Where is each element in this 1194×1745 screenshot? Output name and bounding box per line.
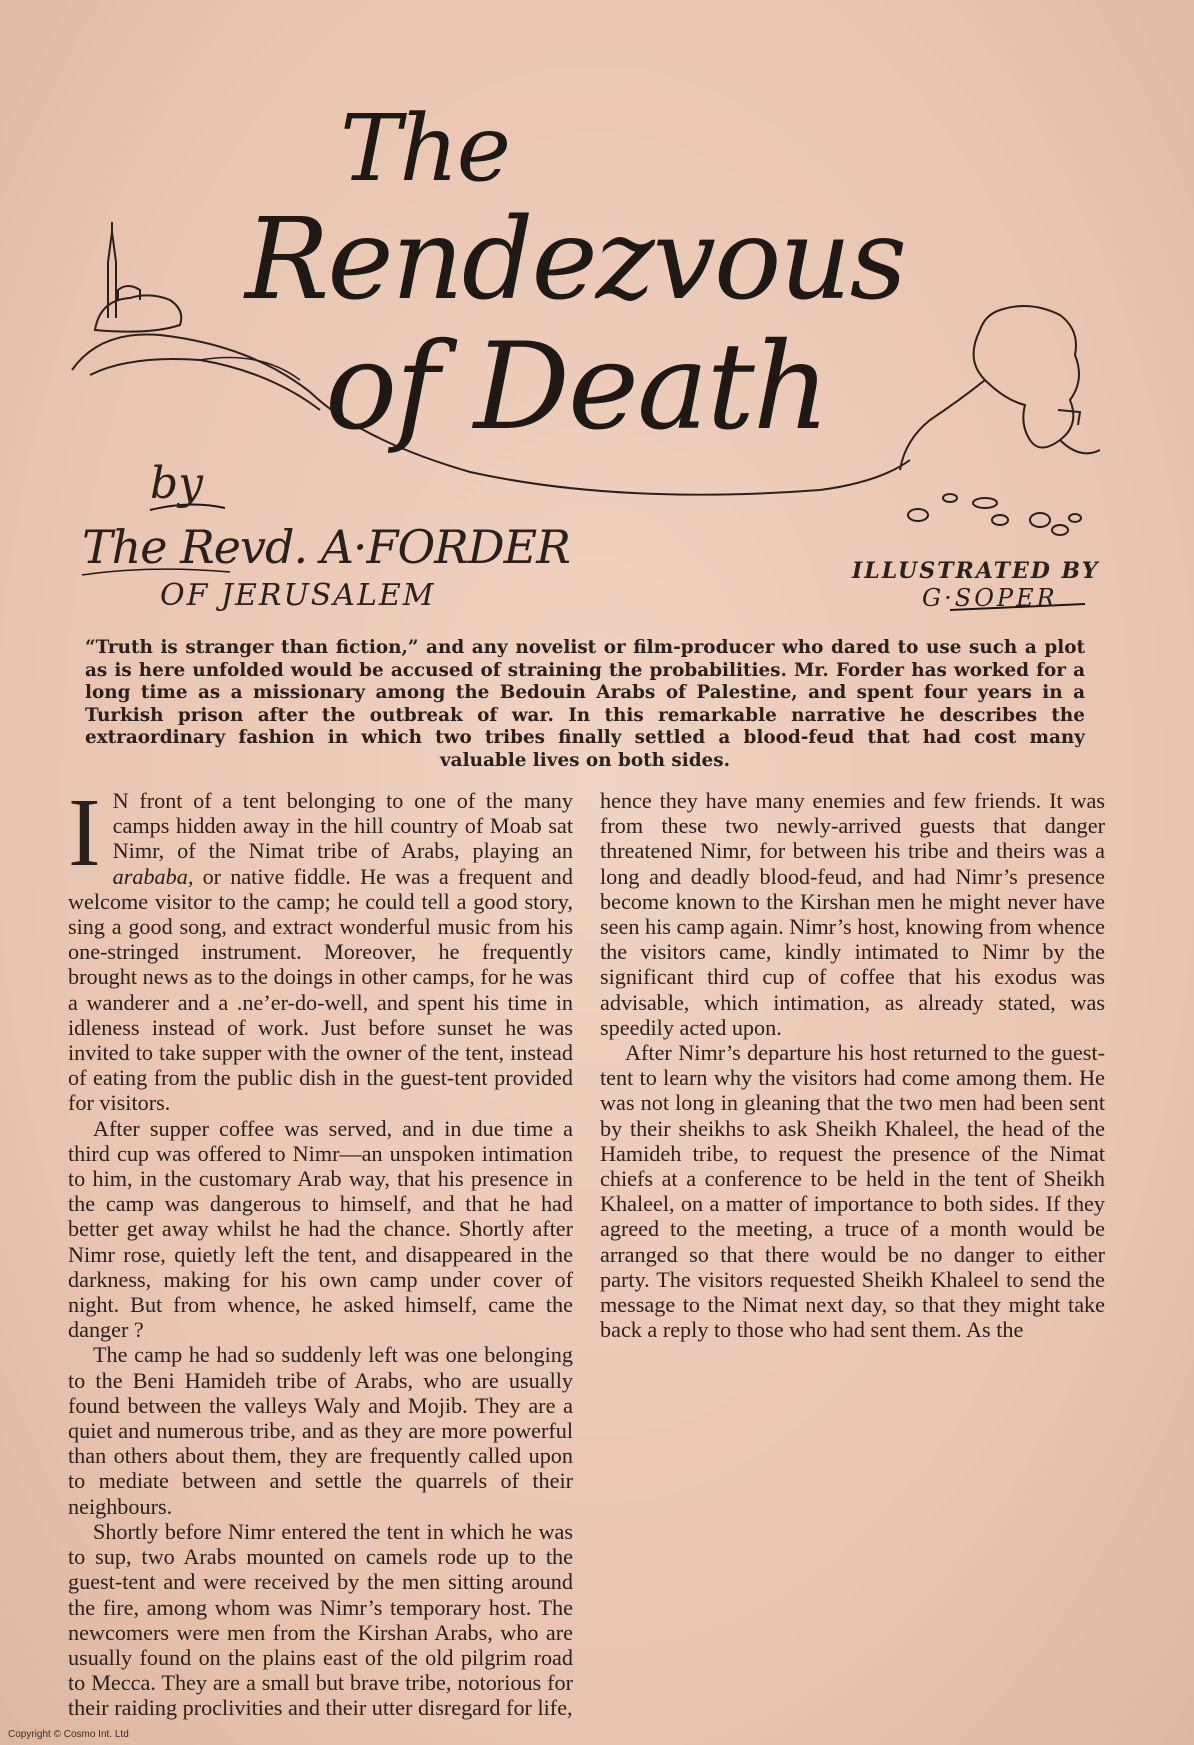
title-block [0, 0, 1194, 640]
paragraph-3: The camp he had so suddenly left was one belonging to the Beni Hamideh tribe of Arabs, who are usually found between the valleys Waly and Mojib. They are a quiet and numerous tribe, and as they are more powerful than others about them, they are frequently called upon to mediate between and settle the quarrels of their neighbours. [68, 1342, 573, 1519]
illustrated-by-label: ILLUSTRATED BY [852, 558, 1100, 584]
paragraph-1-start: N front of a tent belonging to one of the many camps hidden away in the hill country of Moab sat Nimr, of the Nimat tribe of Arabs, playing an [112, 788, 573, 864]
paragraph-1 [68, 779, 573, 1116]
byline-author: The Revd. A·FORDER [82, 520, 570, 574]
byline-affiliation: OF JERUSALEM [160, 578, 436, 613]
copyright-notice: Copyright © Cosmo Int. Ltd [8, 1729, 129, 1740]
column-right [600, 788, 1105, 1342]
title-rendezvous: Rendezvous [245, 195, 906, 325]
dropcap: I [68, 779, 101, 887]
column-left [68, 779, 573, 1721]
paragraph-4-continued: hence they have many enemies and few friends. It was from these two newly-arrived guests that danger threatened Nimr, for between his tribe and theirs was a long and deadly blood-feud, and had Nimr’s presence become known to the Kirshan men he might never have seen his camp again. Nimr’s host, knowing from whence the visitors came, kindly intimated to Nimr by the significant third cup of coffee that his exodus was advisable, which intimation, as already stated, was speedily acted upon. [600, 788, 1105, 1040]
paragraph-1-italic: arababa, [112, 863, 194, 889]
byline-by: by [150, 458, 204, 509]
title-the: The [340, 95, 510, 202]
intro-paragraph: “Truth is stranger than fiction,” and any novelist or film-producer who dared to use such a plot as is here unfolded would be accused of straining the probabilities. Mr. Forder has worked for a long time as a missionary among the Bedouin Arabs of Palestine, and spent four years in a Turkish prison after the outbreak of war. In this remarkable narrative he describes the extraordinary fashion in which two tribes finally settled a blood-feud that had cost many valuable lives on both sides. [85, 637, 1085, 771]
illustrator-name: G·SOPER [922, 584, 1058, 612]
cliff-drawing [974, 306, 1079, 448]
paragraph-2: After supper coffee was served, and in due time a third cup was offered to Nimr—an unspoken intimation to him, in the customary Arab way, that his presence in the camp was dangerous to himself, and that he had better get away whilst he had the chance. Shortly after Nimr rose, quietly left the tent, and disappeared in the darkness, making for his own camp under cover of night. But from whence, he asked himself, came the danger ? [68, 1115, 573, 1343]
title-of-death: of Death [325, 318, 829, 457]
paragraph-4: Shortly before Nimr entered the tent in which he was to sup, two Arabs mounted on camels rode up to the guest-tent and were received by the men sitting around the fire, among whom was Nimr’s temporary host. The newcomers were men from the Kirshan Arabs, who are usually found on the plains east of the old pilgrim road to Mecca. They are a small but brave tribe, notorious for their raiding proclivities and their utter disregard for life, [68, 1518, 573, 1721]
paragraph-5: After Nimr’s departure his host returned to the guest-tent to learn why the visitors had come among them. He was not long in gleaning that the two men had been sent by their sheikhs to ask Sheikh Khaleel, the head of the Hamideh tribe, to request the presence of the Nimat chiefs at a conference to be held in the tent of Sheikh Khaleel, on a matter of importance to both sides. If they agreed to the meeting, a truce of a month would be arranged so that there would be no danger to either party. The visitors requested Sheikh Khaleel to send the message to the Nimat next day, so that they might take back a reply to those who had sent them. As the [600, 1040, 1105, 1343]
paragraph-1-end: or native fiddle. He was a frequent and welcome visitor to the camp; he could tell a good story, sing a good song, and extract wonderful music from his one-stringed instrument. Moreover, he frequently brought news as to the doings in other camps, for he was a wanderer and a .ne’er-do-well, and spent his time in idleness instead of work. Just before sunset he was invited to take supper with the owner of the tent, instead of eating from the public dish in the guest-tent provided for visitors. [68, 863, 573, 1116]
